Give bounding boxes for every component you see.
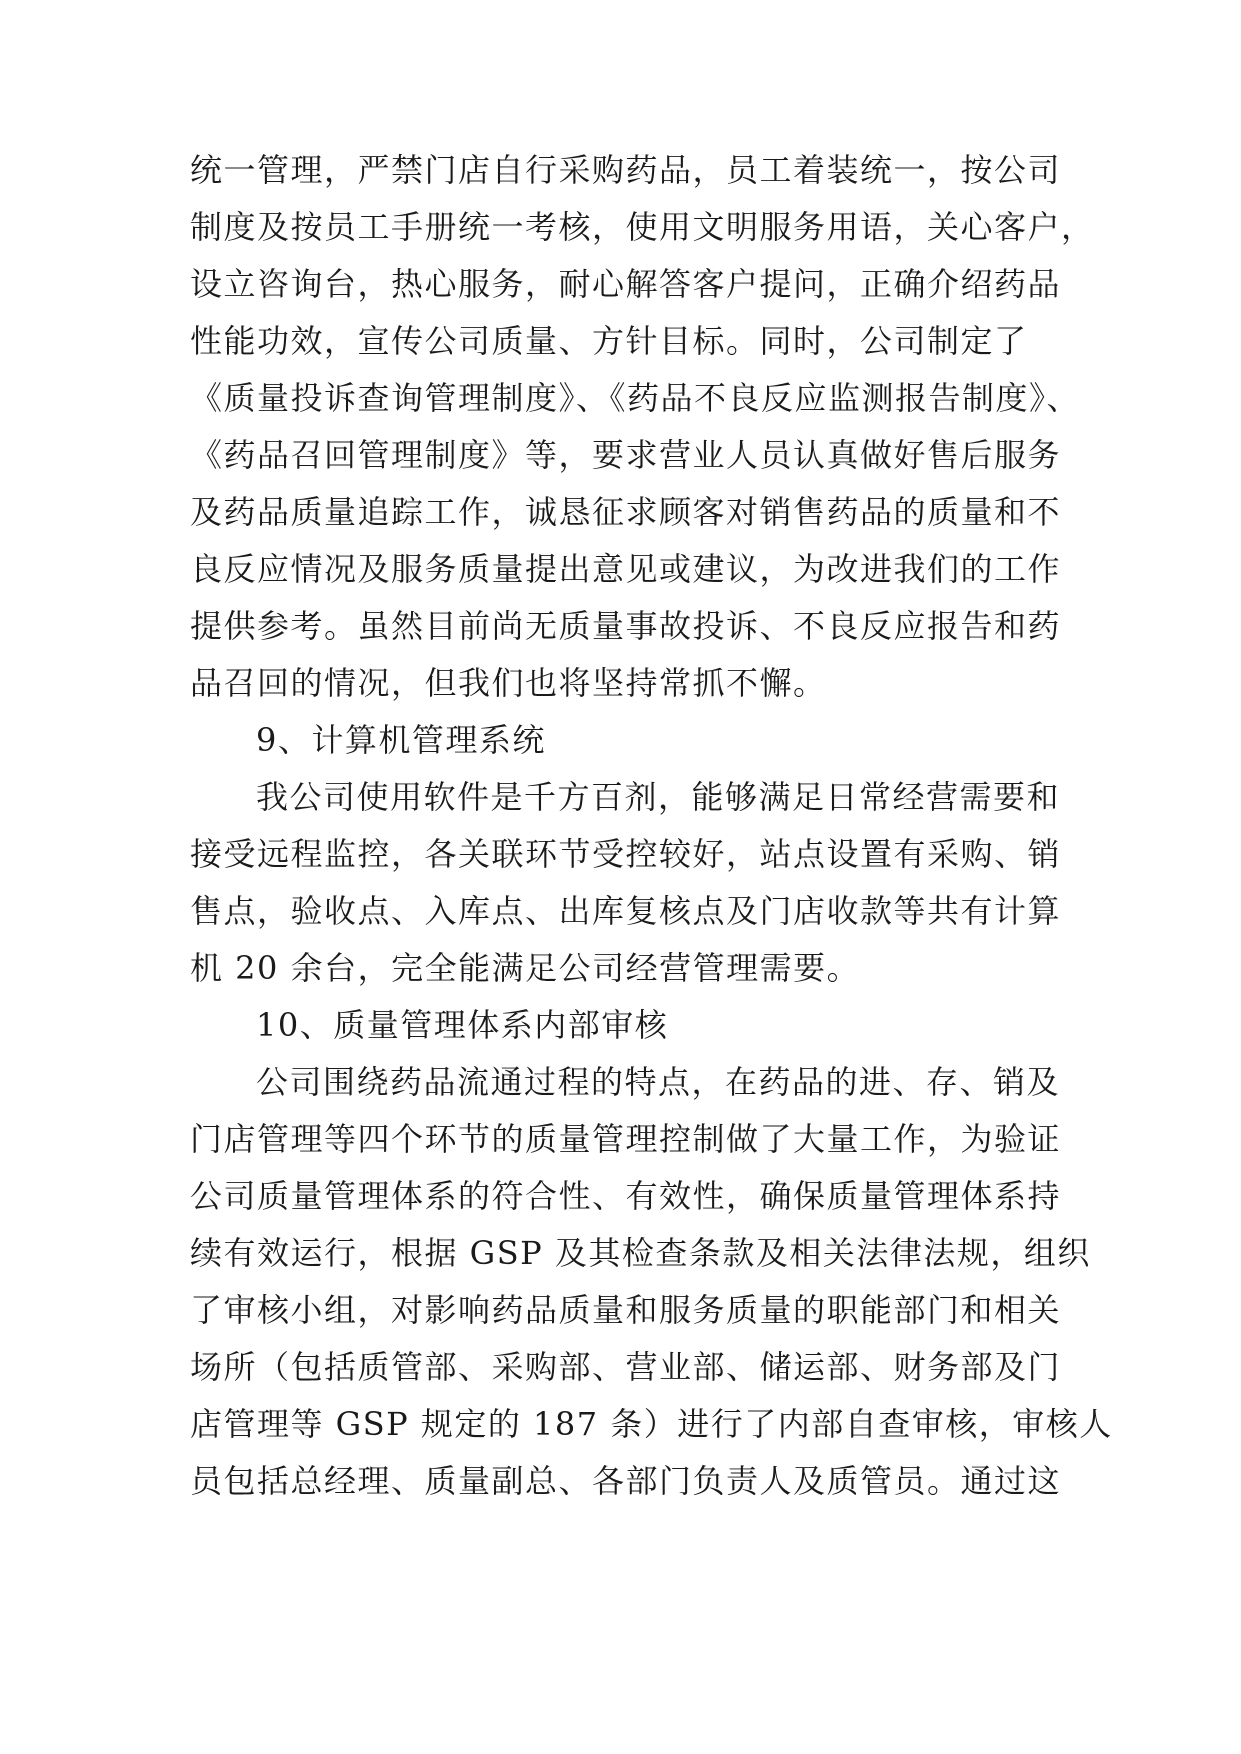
text-line-21: 了审核小组，对影响药品质量和服务质量的职能部门和相关 bbox=[190, 1291, 1062, 1329]
text-line-23: 店管理等 GSP 规定的 187 条）进行了内部自查审核，审核人 bbox=[190, 1405, 1113, 1443]
text-line-4: 性能功效，宣传公司质量、方针目标。同时，公司制定了 bbox=[190, 322, 1028, 360]
text-line-10: 品召回的情况，但我们也将坚持常抓不懈。 bbox=[190, 664, 827, 702]
text-line-12: 我公司使用软件是千方百剂，能够满足日常经营需要和 bbox=[256, 778, 1061, 816]
text-line-19: 公司质量管理体系的符合性、有效性，确保质量管理体系持 bbox=[190, 1177, 1062, 1215]
text-line-1: 统一管理，严禁门店自行采购药品，员工着装统一，按公司 bbox=[190, 151, 1062, 189]
text-line-15: 机 20 余台，完全能满足公司经营管理需要。 bbox=[190, 949, 861, 987]
text-line-3: 设立咨询台，热心服务，耐心解答客户提问，正确介绍药品 bbox=[190, 265, 1062, 303]
text-line-13: 接受远程监控，各关联环节受控较好，站点设置有采购、销 bbox=[190, 835, 1062, 873]
text-line-20: 续有效运行，根据 GSP 及其检查条款及相关法律法规，组织 bbox=[190, 1234, 1091, 1272]
text-line-24: 员包括总经理、质量副总、各部门负责人及质管员。通过这 bbox=[190, 1462, 1062, 1500]
text-line-6: 《药品召回管理制度》等，要求营业人员认真做好售后服务 bbox=[190, 436, 1062, 474]
text-line-22: 场所（包括质管部、采购部、营业部、储运部、财务部及门 bbox=[190, 1348, 1062, 1386]
section-heading-9: 9、计算机管理系统 bbox=[256, 721, 546, 759]
text-line-9: 提供参考。虽然目前尚无质量事故投诉、不良反应报告和药 bbox=[190, 607, 1062, 645]
text-line-14: 售点，验收点、入库点、出库复核点及门店收款等共有计算 bbox=[190, 892, 1062, 930]
text-line-7: 及药品质量追踪工作，诚恳征求顾客对销售药品的质量和不 bbox=[190, 493, 1062, 531]
text-line-2: 制度及按员工手册统一考核，使用文明服务用语，关心客户， bbox=[190, 208, 1095, 246]
text-line-17: 公司围绕药品流通过程的特点，在药品的进、存、销及 bbox=[256, 1063, 1061, 1101]
text-line-18: 门店管理等四个环节的质量管理控制做了大量工作，为验证 bbox=[190, 1120, 1062, 1158]
section-heading-10: 10、质量管理体系内部审核 bbox=[256, 1006, 669, 1044]
text-line-8: 良反应情况及服务质量提出意见或建议，为改进我们的工作 bbox=[190, 550, 1062, 588]
text-line-5: 《质量投诉查询管理制度》、《药品不良反应监测报告制度》、 bbox=[190, 379, 1081, 417]
